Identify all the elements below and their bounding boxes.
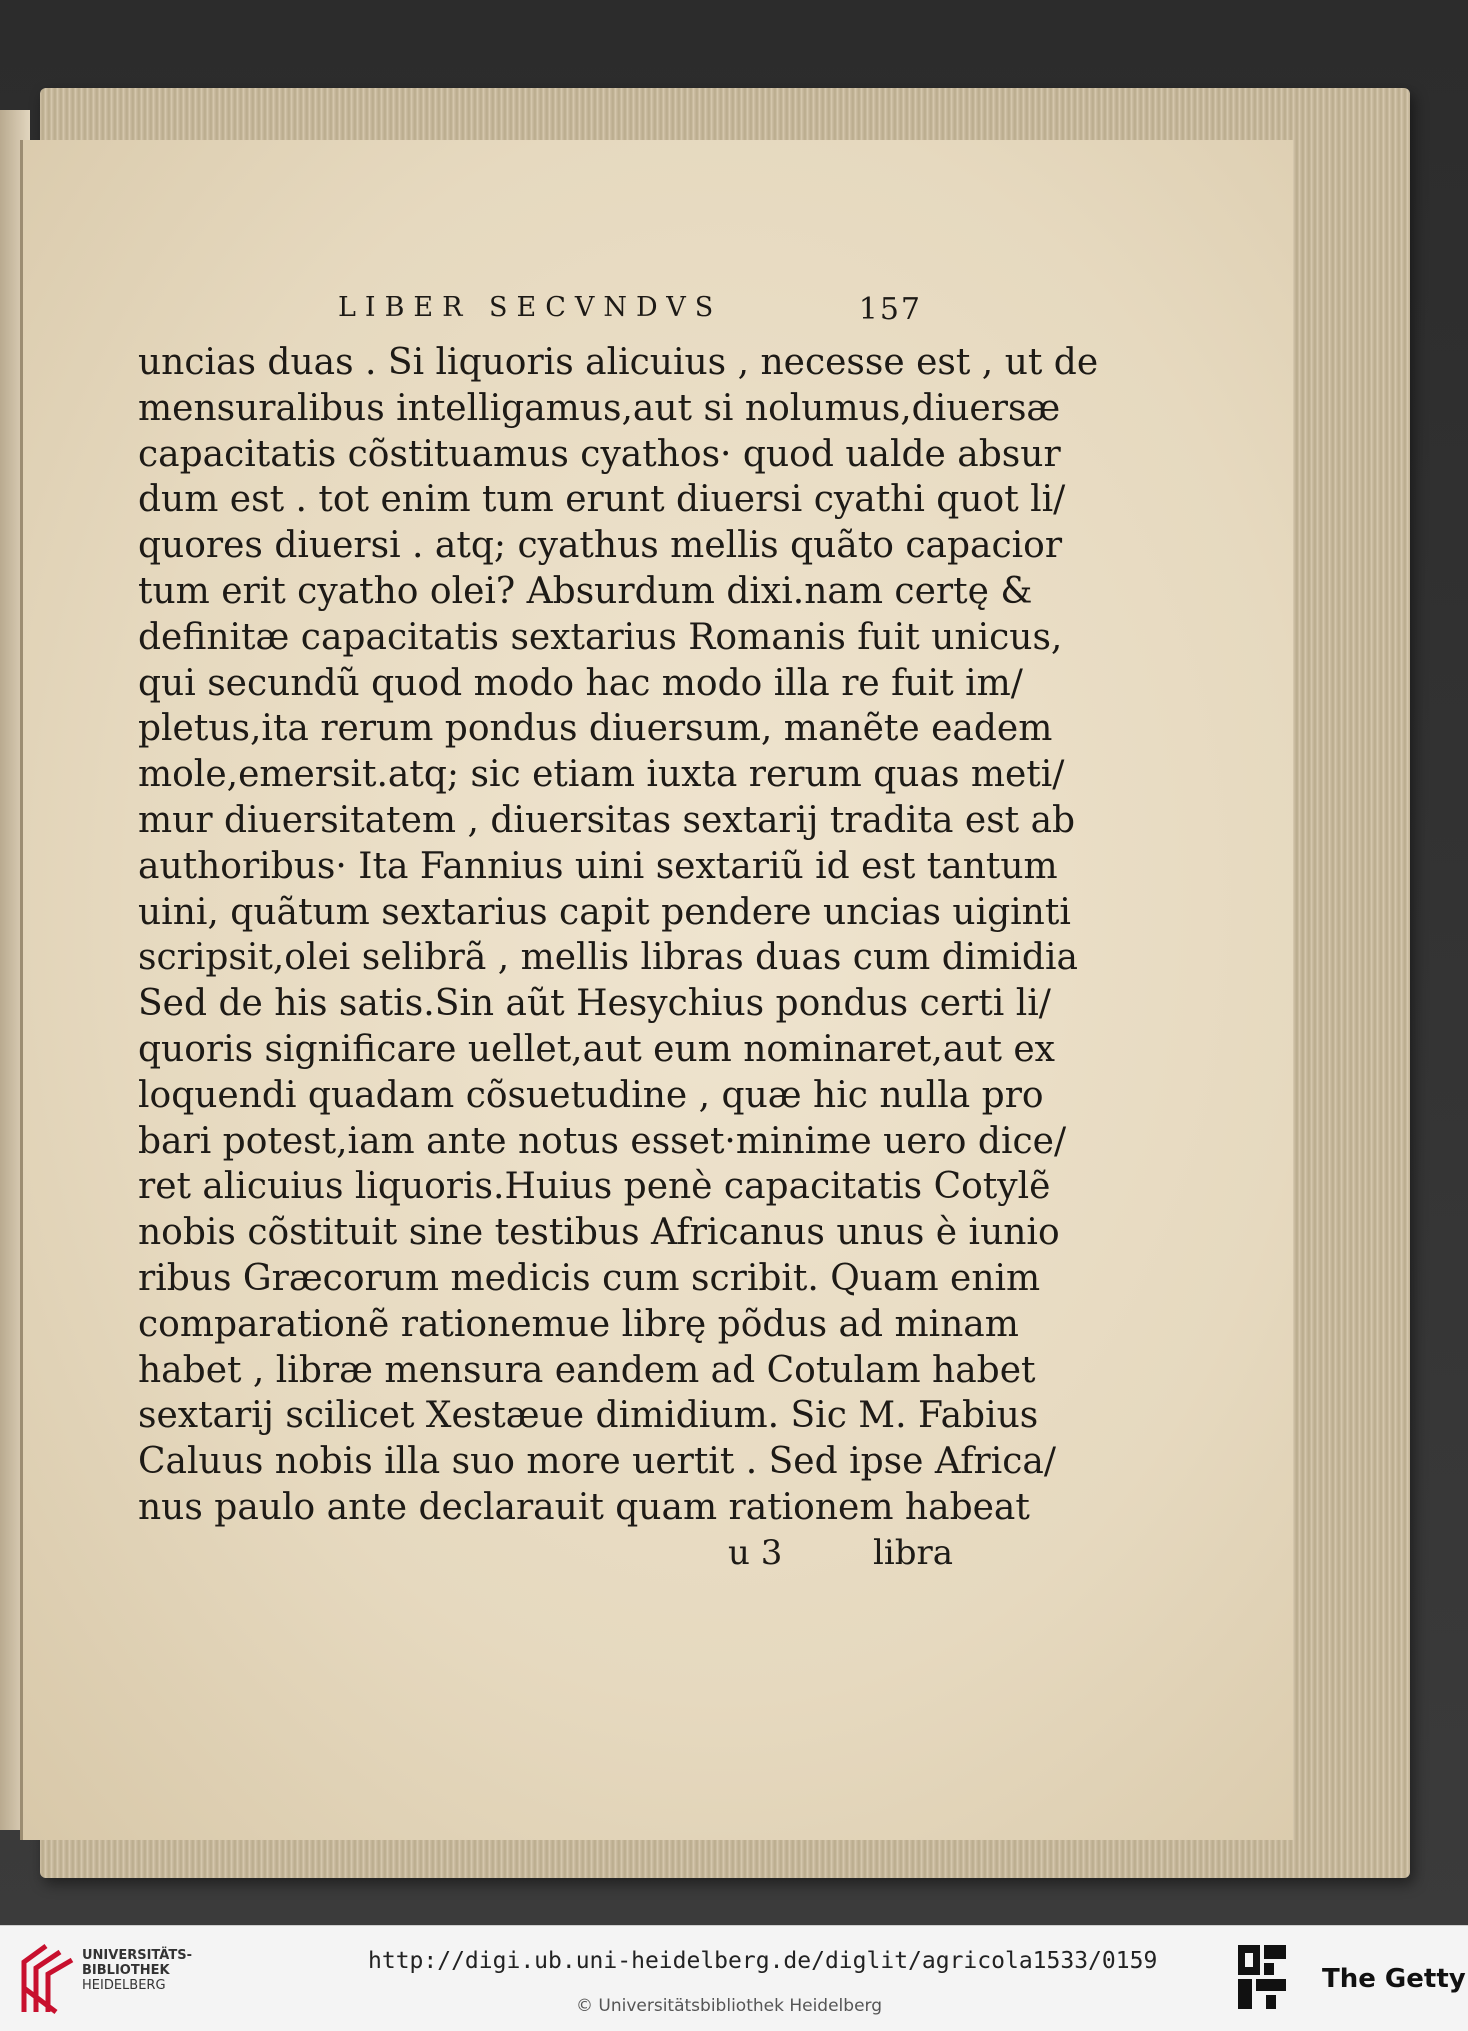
text-line: habet , libræ mensura eandem ad Cotulam habet [138, 1349, 1036, 1391]
library-name-line: UNIVERSITÄTS- [82, 1948, 192, 1963]
university-library-logo-icon[interactable] [16, 1942, 76, 2014]
text-line: authoribus· Ita Fannius uini sextariũ id est tantum [138, 845, 1058, 887]
text-line: comparationẽ rationemue librę põdus ad minam [138, 1303, 1019, 1345]
text-line: bari potest,iam ante notus esset·minime uero dice/ [138, 1120, 1067, 1162]
permalink-url[interactable]: http://digi.ub.uni-heidelberg.de/diglit/agricola1533/0159 [368, 1948, 1158, 1974]
text-line: definitæ capacitatis sextarius Romanis fuit unicus, [138, 616, 1063, 658]
library-name [82, 1948, 192, 1993]
text-line: ret alicuius liquoris.Huius penè capacitatis Cotylẽ [138, 1166, 1051, 1208]
text-line: nus paulo ante declarauit quam rationem habeat [138, 1486, 1030, 1528]
text-line: mur diuersitatem , diuersitas sextarij tradita est ab [138, 799, 1076, 841]
text-line: tum erit cyatho olei? Absurdum dixi.nam certę & [138, 570, 1033, 612]
page-text-block [138, 292, 1099, 1577]
running-head [138, 292, 958, 332]
text-line: Caluus nobis illa suo more uertit . Sed ipse Africa/ [138, 1441, 1057, 1483]
text-line: uncias duas . Si liquoris alicuius , necesse est , ut de [138, 342, 1099, 383]
partner-name: The Getty [1322, 1964, 1466, 1994]
text-line: ribus Græcorum medicis cum scribit. Quam enim [138, 1257, 1041, 1299]
footer-bar [0, 1925, 1468, 2031]
getty-logo-icon[interactable] [1236, 1943, 1288, 2013]
text-line: capacitatis cõstituamus cyathos· quod ualde absur [138, 433, 1061, 475]
text-line: loquendi quadam cõsuetudine , quæ hic nulla pro [138, 1074, 1044, 1116]
running-title: LIBER SECVNDVS [338, 292, 723, 323]
text-line: quores diuersi . atq; cyathus mellis quãto capacior [138, 525, 1063, 567]
library-name-line: HEIDELBERG [82, 1978, 166, 1993]
library-name-line: BIBLIOTHEK [82, 1963, 170, 1978]
text-line: scripsit,olei selibrã , mellis libras duas cum dimidia [138, 937, 1078, 979]
text-line: sextarij scilicet Xestæue dimidium. Sic M. Fabius [138, 1395, 1039, 1437]
text-line: quoris significare uellet,aut eum nominaret,aut ex [138, 1028, 1055, 1070]
text-line: pletus,ita rerum pondus diuersum, manẽte eadem [138, 708, 1053, 750]
signature-row [138, 1533, 958, 1577]
text-line: uini, quãtum sextarius capit pendere uncias uiginti [138, 891, 1071, 933]
copyright-notice: © Universitätsbibliothek Heidelberg [576, 1996, 883, 2016]
text-line: Sed de his satis.Sin aũt Hesychius pondus certi li/ [138, 983, 1051, 1025]
page-number: 157 [858, 292, 922, 327]
text-line: qui secundũ quod modo hac modo illa re fuit im/ [138, 662, 1023, 704]
signature-mark: u 3 [728, 1532, 783, 1573]
text-line: nobis cõstituit sine testibus Africanus unus è iunio [138, 1212, 1060, 1254]
catchword: libra [873, 1532, 954, 1573]
text-line: dum est . tot enim tum erunt diuersi cyathi quot li/ [138, 479, 1066, 521]
body-text [138, 340, 1099, 1531]
text-line: mensuralibus intelligamus,aut si nolumus,diuersæ [138, 387, 1061, 429]
text-line: mole,emersit.atq; sic etiam iuxta rerum quas meti/ [138, 754, 1065, 796]
